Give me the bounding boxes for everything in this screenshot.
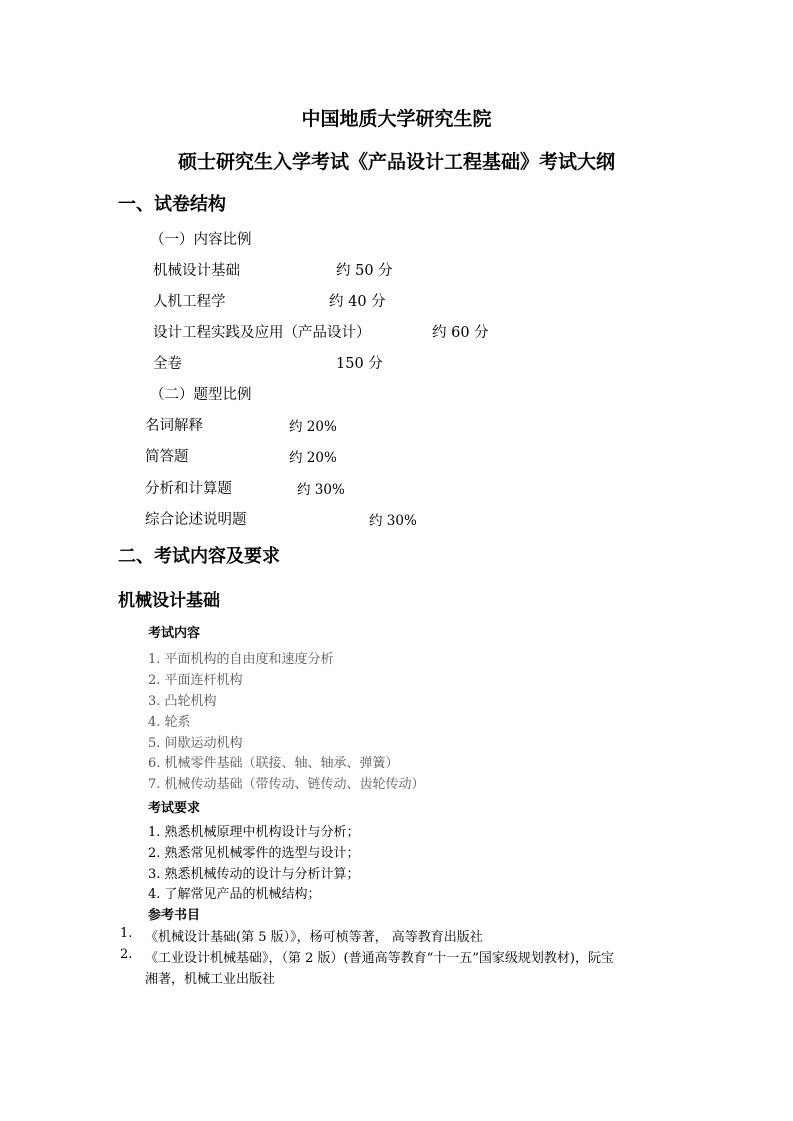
- content-list-item: 3. 凸轮机构: [148, 694, 217, 709]
- content-ratio-value: 约 40 分: [329, 294, 386, 310]
- reference-text: 《工业设计机械基础》，（第 2 版）(普通高等教育“十一五”国家级规划教材)，阮宝: [145, 951, 614, 966]
- exam-requirements-heading: 考试要求: [148, 801, 201, 816]
- content-ratio-value: 约 60 分: [432, 325, 489, 341]
- section-heading-content: 二、考试内容及要求: [118, 546, 280, 567]
- content-list-item: 5. 间歇运动机构: [148, 736, 243, 751]
- type-ratio-label: 简答题: [145, 449, 189, 465]
- type-ratio-heading: （二）题型比例: [150, 387, 252, 403]
- content-list-item: 2. 平面连杆机构: [148, 673, 243, 688]
- document-subtitle: 硕士研究生入学考试《产品设计工程基础》考试大纲: [177, 151, 615, 173]
- type-ratio-label: 综合论述说明题: [145, 512, 247, 528]
- type-ratio-value: 约 20%: [289, 419, 337, 435]
- content-ratio-heading: （一）内容比例: [150, 232, 252, 248]
- requirement-item: 2. 熟悉常见机械零件的选型与设计；: [148, 846, 360, 861]
- requirement-item: 4. 了解常见产品的机械结构；: [148, 887, 321, 902]
- type-ratio-value: 约 20%: [289, 450, 337, 466]
- references-heading: 参考书目: [148, 908, 201, 923]
- reference-number: 1.: [120, 926, 133, 941]
- content-list-item: 1. 平面机构的自由度和速度分析: [148, 652, 334, 667]
- requirement-item: 3. 熟悉机械传动的设计与分析计算；: [148, 867, 360, 882]
- content-ratio-label: 全卷: [153, 356, 182, 372]
- type-ratio-label: 名词解释: [145, 418, 203, 434]
- content-ratio-label: 机械设计基础: [153, 263, 240, 279]
- section-heading-structure: 一、试卷结构: [118, 194, 226, 215]
- reference-text: 《机械设计基础(第 5 版）》，杨可桢等著， 高等教育出版社: [145, 930, 483, 945]
- type-ratio-value: 约 30%: [297, 482, 345, 498]
- reference-number: 2.: [120, 947, 133, 962]
- content-list-item: 6. 机械零件基础（联接、轴、轴承、弹簧）: [148, 756, 399, 771]
- exam-content-heading: 考试内容: [148, 626, 201, 641]
- content-ratio-value: 约 50 分: [336, 263, 393, 279]
- content-ratio-label: 设计工程实践及应用（产品设计）: [153, 325, 371, 341]
- reference-text-continued: 湘著，机械工业出版社: [145, 972, 276, 987]
- type-ratio-label: 分析和计算题: [145, 481, 232, 497]
- content-ratio-value: 150 分: [336, 356, 383, 372]
- requirement-item: 1. 熟悉机械原理中机构设计与分析；: [148, 825, 360, 840]
- document-title: 中国地质大学研究生院: [301, 108, 492, 130]
- content-list-item: 7. 机械传动基础（带传动、链传动、齿轮传动）: [148, 777, 425, 792]
- content-ratio-label: 人机工程学: [153, 294, 226, 310]
- subject-heading: 机械设计基础: [118, 591, 220, 611]
- content-list-item: 4. 轮系: [148, 715, 191, 730]
- type-ratio-value: 约 30%: [369, 513, 417, 529]
